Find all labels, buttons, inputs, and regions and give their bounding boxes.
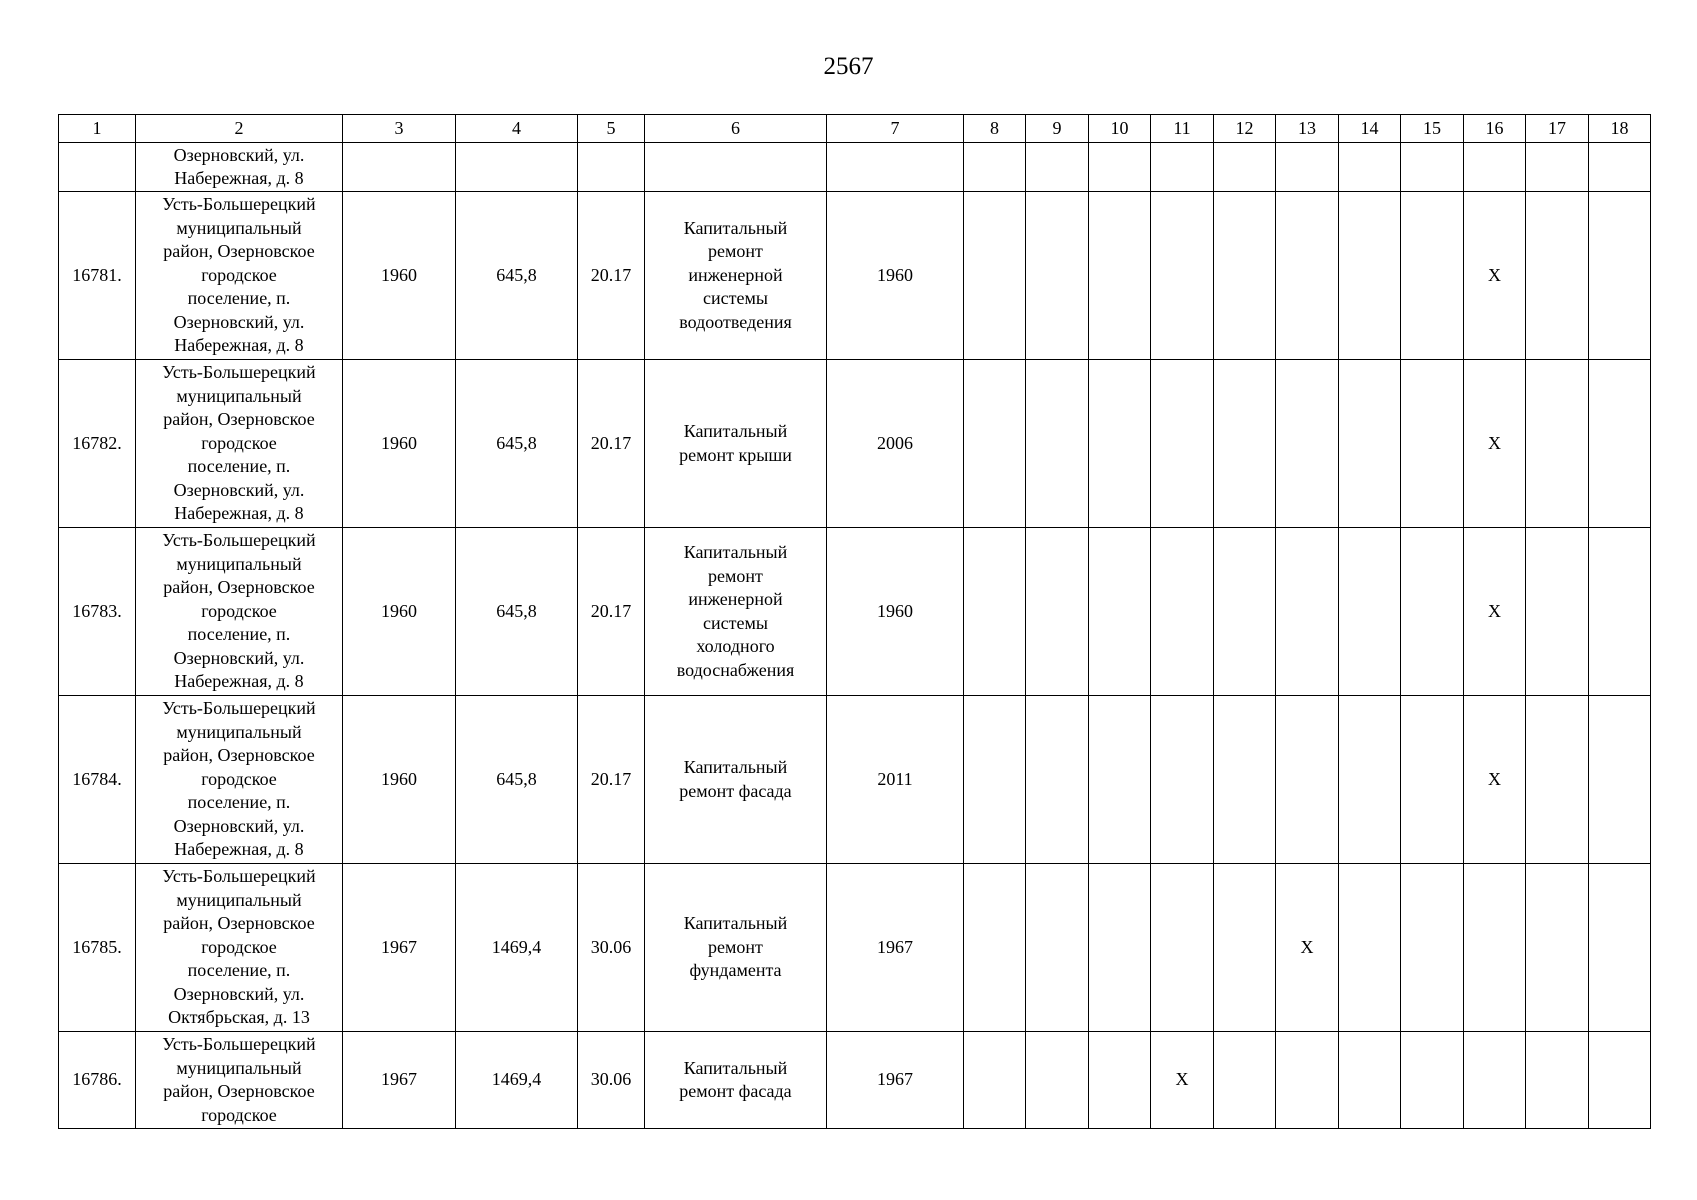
cell-mark: [1276, 192, 1339, 360]
cell-mark: [1089, 696, 1151, 864]
cell-empty: [964, 143, 1026, 192]
cell-mark: [1214, 1032, 1276, 1129]
cell-mark: X: [1464, 528, 1526, 696]
cell-address: Усть-Большерецкий муниципальный район, Озерновское городское: [136, 1032, 343, 1129]
page-number: 2567: [823, 53, 874, 80]
cell-number: 16784.: [59, 696, 136, 864]
cell-number: 16783.: [59, 528, 136, 696]
column-header: 9: [1026, 115, 1089, 143]
cell-mark: [1339, 192, 1401, 360]
column-header: 11: [1151, 115, 1214, 143]
continuation-row: [59, 143, 1651, 192]
column-header: 16: [1464, 115, 1526, 143]
cell-mark: X: [1464, 696, 1526, 864]
cell-year-repair: 1967: [827, 864, 964, 1032]
cell-year-built: 1960: [343, 696, 456, 864]
cell-mark: [964, 360, 1026, 528]
cell-code: 20.17: [578, 192, 645, 360]
column-header: 13: [1276, 115, 1339, 143]
cell-mark: [1401, 360, 1464, 528]
cell-year-built: 1960: [343, 192, 456, 360]
cell-area: 1469,4: [456, 1032, 578, 1129]
table-row: [59, 864, 1651, 1032]
table-row: [59, 1032, 1651, 1129]
column-header: 15: [1401, 115, 1464, 143]
cell-work-type: Капитальный ремонт фундамента: [645, 864, 827, 1032]
column-header: 12: [1214, 115, 1276, 143]
cell-number: [59, 143, 136, 192]
cell-mark: [1214, 864, 1276, 1032]
cell-mark: [1464, 1032, 1526, 1129]
cell-empty: [827, 143, 964, 192]
cell-mark: [1526, 360, 1589, 528]
cell-mark: [1026, 360, 1089, 528]
cell-mark: [1339, 1032, 1401, 1129]
cell-mark: [1526, 864, 1589, 1032]
cell-empty: [1089, 143, 1151, 192]
column-number-row: [59, 115, 1651, 143]
cell-mark: [1276, 528, 1339, 696]
cell-mark: [1151, 696, 1214, 864]
cell-mark: X: [1151, 1032, 1214, 1129]
cell-mark: [1526, 696, 1589, 864]
cell-year-built: 1960: [343, 528, 456, 696]
cell-mark: [1526, 528, 1589, 696]
cell-address: Усть-Большерецкий муниципальный район, Озерновское городское поселение, п. Озерновский, ул. Набережная, д. 8: [136, 192, 343, 360]
cell-code: 20.17: [578, 696, 645, 864]
cell-address: Усть-Большерецкий муниципальный район, Озерновское городское поселение, п. Озерновский, ул. Набережная, д. 8: [136, 360, 343, 528]
cell-work-type: Капитальный ремонт фасада: [645, 696, 827, 864]
cell-year-repair: 1967: [827, 1032, 964, 1129]
cell-number: 16782.: [59, 360, 136, 528]
cell-empty: [1214, 143, 1276, 192]
cell-mark: [1589, 1032, 1651, 1129]
cell-mark: [1339, 528, 1401, 696]
cell-empty: [456, 143, 578, 192]
column-header: 5: [578, 115, 645, 143]
cell-mark: X: [1464, 192, 1526, 360]
cell-empty: [645, 143, 827, 192]
cell-mark: [1589, 696, 1651, 864]
cell-year-built: 1960: [343, 360, 456, 528]
cell-mark: [1276, 360, 1339, 528]
cell-address: Озерновский, ул. Набережная, д. 8: [136, 143, 343, 192]
cell-year-repair: 1960: [827, 528, 964, 696]
cell-mark: [1151, 192, 1214, 360]
cell-empty: [1151, 143, 1214, 192]
capital-repair-table: [58, 114, 1651, 1129]
cell-mark: [1276, 696, 1339, 864]
cell-mark: [1339, 360, 1401, 528]
cell-mark: [1026, 1032, 1089, 1129]
cell-empty: [343, 143, 456, 192]
cell-year-repair: 2011: [827, 696, 964, 864]
cell-mark: [1151, 360, 1214, 528]
cell-year-repair: 1960: [827, 192, 964, 360]
cell-empty: [1339, 143, 1401, 192]
cell-mark: [1214, 528, 1276, 696]
column-header: 8: [964, 115, 1026, 143]
table-row: [59, 528, 1651, 696]
cell-mark: [1089, 192, 1151, 360]
cell-mark: [1339, 696, 1401, 864]
cell-area: 645,8: [456, 696, 578, 864]
cell-mark: [964, 1032, 1026, 1129]
cell-mark: [964, 528, 1026, 696]
cell-code: 30.06: [578, 864, 645, 1032]
cell-mark: X: [1464, 360, 1526, 528]
column-header: 1: [59, 115, 136, 143]
cell-mark: [1526, 192, 1589, 360]
cell-mark: [1339, 864, 1401, 1032]
cell-empty: [1526, 143, 1589, 192]
cell-empty: [1401, 143, 1464, 192]
cell-area: 645,8: [456, 360, 578, 528]
cell-mark: [1151, 864, 1214, 1032]
cell-work-type: Капитальный ремонт инженерной системы холодного водоснабжения: [645, 528, 827, 696]
column-header: 18: [1589, 115, 1651, 143]
column-header: 10: [1089, 115, 1151, 143]
cell-mark: [1589, 864, 1651, 1032]
cell-mark: [1589, 360, 1651, 528]
table-row: [59, 696, 1651, 864]
cell-mark: [1089, 1032, 1151, 1129]
column-header: 2: [136, 115, 343, 143]
cell-code: 20.17: [578, 528, 645, 696]
cell-number: 16781.: [59, 192, 136, 360]
cell-mark: [1214, 360, 1276, 528]
cell-number: 16786.: [59, 1032, 136, 1129]
cell-empty: [578, 143, 645, 192]
cell-mark: [1401, 696, 1464, 864]
cell-work-type: Капитальный ремонт фасада: [645, 1032, 827, 1129]
cell-mark: [1589, 192, 1651, 360]
cell-mark: [1026, 696, 1089, 864]
cell-mark: [1089, 864, 1151, 1032]
cell-mark: [1401, 864, 1464, 1032]
cell-mark: [1214, 696, 1276, 864]
cell-area: 645,8: [456, 192, 578, 360]
cell-mark: [964, 192, 1026, 360]
cell-year-built: 1967: [343, 864, 456, 1032]
cell-code: 30.06: [578, 1032, 645, 1129]
cell-mark: [1214, 192, 1276, 360]
cell-mark: [1089, 528, 1151, 696]
cell-year-repair: 2006: [827, 360, 964, 528]
cell-mark: [1526, 1032, 1589, 1129]
cell-mark: [1026, 528, 1089, 696]
table-row: [59, 360, 1651, 528]
cell-empty: [1276, 143, 1339, 192]
cell-area: 645,8: [456, 528, 578, 696]
column-header: 4: [456, 115, 578, 143]
cell-mark: [964, 864, 1026, 1032]
column-header: 3: [343, 115, 456, 143]
cell-mark: [1589, 528, 1651, 696]
table-row: [59, 192, 1651, 360]
cell-mark: [1401, 528, 1464, 696]
cell-empty: [1464, 143, 1526, 192]
cell-mark: [1276, 1032, 1339, 1129]
column-header: 14: [1339, 115, 1401, 143]
column-header: 17: [1526, 115, 1589, 143]
cell-mark: [1089, 360, 1151, 528]
cell-number: 16785.: [59, 864, 136, 1032]
cell-address: Усть-Большерецкий муниципальный район, Озерновское городское поселение, п. Озерновский, ул. Набережная, д. 8: [136, 528, 343, 696]
cell-mark: X: [1276, 864, 1339, 1032]
cell-year-built: 1967: [343, 1032, 456, 1129]
cell-address: Усть-Большерецкий муниципальный район, Озерновское городское поселение, п. Озерновский, ул. Октябрьская, д. 13: [136, 864, 343, 1032]
cell-address: Усть-Большерецкий муниципальный район, Озерновское городское поселение, п. Озерновский, ул. Набережная, д. 8: [136, 696, 343, 864]
cell-area: 1469,4: [456, 864, 578, 1032]
cell-mark: [1401, 192, 1464, 360]
column-header: 7: [827, 115, 964, 143]
cell-empty: [1026, 143, 1089, 192]
cell-mark: [1401, 1032, 1464, 1129]
cell-mark: [1026, 192, 1089, 360]
cell-mark: [1151, 528, 1214, 696]
column-header: 6: [645, 115, 827, 143]
cell-code: 20.17: [578, 360, 645, 528]
cell-mark: [1026, 864, 1089, 1032]
cell-mark: [964, 696, 1026, 864]
cell-work-type: Капитальный ремонт крыши: [645, 360, 827, 528]
cell-empty: [1589, 143, 1651, 192]
cell-mark: [1464, 864, 1526, 1032]
cell-work-type: Капитальный ремонт инженерной системы водоотведения: [645, 192, 827, 360]
